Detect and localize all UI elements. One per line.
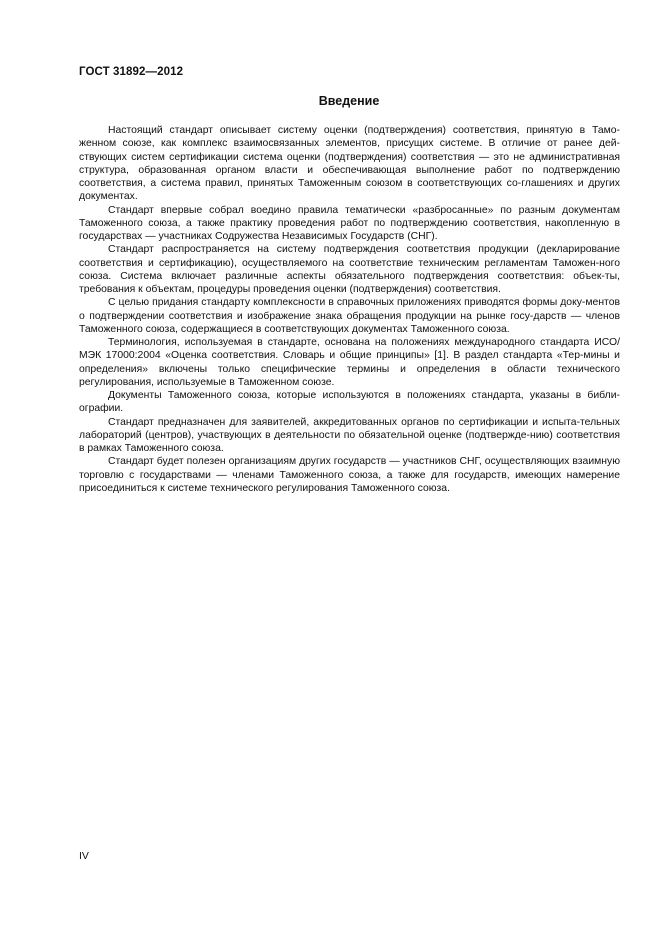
paragraph: Документы Таможенного союза, которые используются в положениях стандарта, указаны в библи-ографии.	[79, 390, 620, 415]
paragraph: Стандарт впервые собрал воедино правила тематически «разбросанные» по разным документам Таможенного союза, а также практику проведения работ по подтверждению соответствия, накопленную в государствах — участниках Содружества Независимых Государств (СНГ).	[79, 204, 620, 242]
paragraph: Настоящий стандарт описывает систему оценки (подтверждения) соответствия, принятую в Тамо-женном союзе, как комплекс взаимосвязанных элементов, присущих системе. В отличие от ранее дей-ствующих систем сертификации система оценки (подтверждения) соответствия — это не административная структура, образованная органом власти и обеспечивающая выполнение работ по подтверждению соответствия, а система правил, принятых Таможенным союзом в соответствующих со-глашениях и других документах.	[79, 125, 620, 203]
paragraph: Стандарт предназначен для заявителей, аккредитованных органов по сертификации и испыта-тельных лабораторий (центров), участвующих в деятельности по обязательной оценке (подтвержде-нию) соответствия в рамках Таможенного союза.	[79, 416, 620, 454]
paragraph: Терминология, используемая в стандарте, основана на положениях международного стандарта ИСО/МЭК 17000:2004 «Оценка соответствия. Словарь и общие принципы» [1]. В раздел стандарта «Тер-мины и определения» включены только специфические термины и определения в области технического регулирования, используемые в Таможенном союзе.	[79, 337, 620, 388]
document-header: ГОСТ 31892—2012	[79, 66, 184, 78]
section-title: Введение	[318, 94, 380, 108]
page-number: IV	[79, 850, 89, 862]
paragraph: С целью придания стандарту комплексности в справочных приложениях приводятся формы доку-ментов о подтверждении соответствия и изображение знака обращения продукции на рынке госу-дарств — членов Таможенного союза, содержащиеся в соответствующих документах Таможенного союза.	[79, 297, 620, 335]
paragraph: Стандарт будет полезен организациям других государств — участников СНГ, осуществляющих взаимную торговлю с государствами — членами Таможенного союза, а также для государств, имеющих намерение присоединиться к системе технического регулирования Таможенного союза.	[79, 456, 620, 494]
paragraph: Стандарт распространяется на систему подтверждения соответствия продукции (декларирование соответствия и сертификацию), осуществляемого на соответствие техническим регламентам Таможен-ного союза. Система включает различные аспекты обязательного подтверждения соответствия: объек-ты, требования к объектам, процедуры проведения оценки (подтверждения) соответствия.	[79, 244, 620, 295]
document-body	[79, 124, 620, 495]
